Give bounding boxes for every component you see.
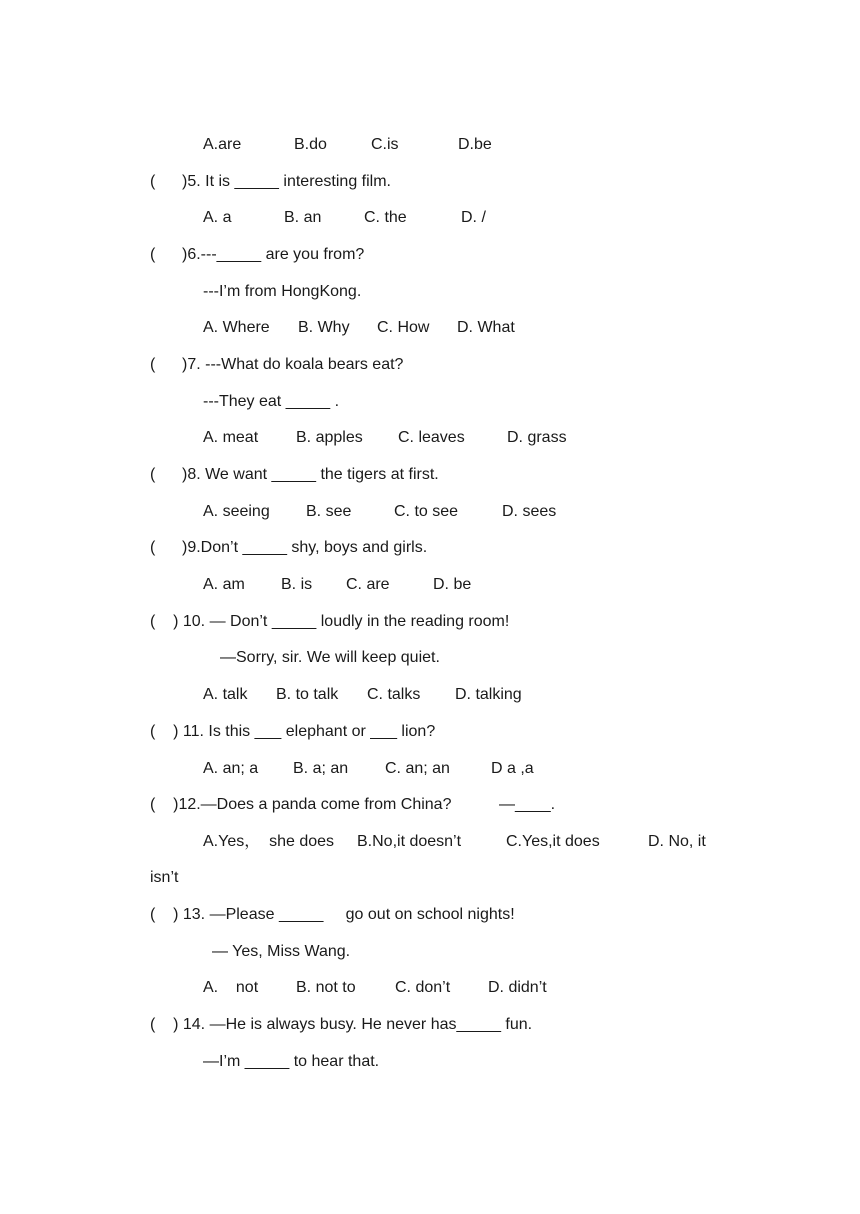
q13-stem: ( ) 13. —Please _____ go out on school nights! [150,906,515,923]
q11-option-d: D a ,a [491,760,534,777]
q5-option-b: B. an [284,209,322,226]
q5-option-c: C. the [364,209,407,226]
q5-stem: ( )5. It is _____ interesting film. [150,173,391,190]
q7-answer-line: ---They eat _____ . [203,393,340,410]
q6-stem: ( )6.---_____ are you from? [150,246,365,263]
q5-option-a: A. a [203,209,232,226]
q8-option-d: D. sees [502,503,557,520]
q10-stem: ( ) 10. — Don’t _____ loudly in the reading room! [150,613,510,630]
q13-option-a: A. not [203,979,259,996]
q6-option-a: A. Where [203,319,270,336]
q6-option-c: C. How [377,319,430,336]
q9-stem: ( )9.Don’t _____ shy, boys and girls. [150,539,428,556]
q9-option-c: C. are [346,576,390,593]
q12-option-d-wrap: isn’t [150,869,179,886]
q10-option-a: A. talk [203,686,248,703]
q12-option-a: A.Yes， she does [203,833,335,850]
q4-option-c: C.is [371,136,399,153]
q14-stem: ( ) 14. —He is always busy. He never has_____ fun. [150,1016,533,1033]
q4-option-d: D.be [458,136,492,153]
q6-answer-line: ---I’m from HongKong. [203,283,362,300]
q7-option-d: D. grass [507,429,567,446]
q12-blank: —____. [499,796,556,813]
q13-option-b: B. not to [296,979,356,996]
q11-option-b: B. a; an [293,760,349,777]
q10-answer-line: —Sorry, sir. We will keep quiet. [220,649,440,666]
q4-option-a: A.are [203,136,242,153]
q12-option-c: C.Yes,it does [506,833,600,850]
q11-option-c: C. an; an [385,760,450,777]
q10-option-d: D. talking [455,686,522,703]
q13-answer-line: — Yes, Miss Wang. [212,943,351,960]
q11-stem: ( ) 11. Is this ___ elephant or ___ lion? [150,723,436,740]
q13-option-d: D. didn’t [488,979,547,996]
q7-stem: ( )7. ---What do koala bears eat? [150,356,404,373]
q10-option-b: B. to talk [276,686,339,703]
q9-option-a: A. am [203,576,245,593]
q9-option-b: B. is [281,576,313,593]
q5-option-d: D. / [461,209,486,226]
q8-option-a: A. seeing [203,503,270,520]
q10-option-c: C. talks [367,686,421,703]
q8-stem: ( )8. We want _____ the tigers at first. [150,466,439,483]
q11-option-a: A. an; a [203,760,259,777]
q13-option-c: C. don’t [395,979,451,996]
q7-option-c: C. leaves [398,429,465,446]
q6-option-b: B. Why [298,319,350,336]
q12-option-b: B.No,it doesn’t [357,833,462,850]
q7-option-a: A. meat [203,429,259,446]
q8-option-b: B. see [306,503,352,520]
q12-stem: ( )12.—Does a panda come from China? [150,796,452,813]
q8-option-c: C. to see [394,503,459,520]
q14-answer-line: —I’m _____ to hear that. [203,1053,380,1070]
q4-option-b: B.do [294,136,327,153]
q9-option-d: D. be [433,576,472,593]
q12-option-d: D. No, it [648,833,706,850]
q6-option-d: D. What [457,319,515,336]
q7-option-b: B. apples [296,429,363,446]
